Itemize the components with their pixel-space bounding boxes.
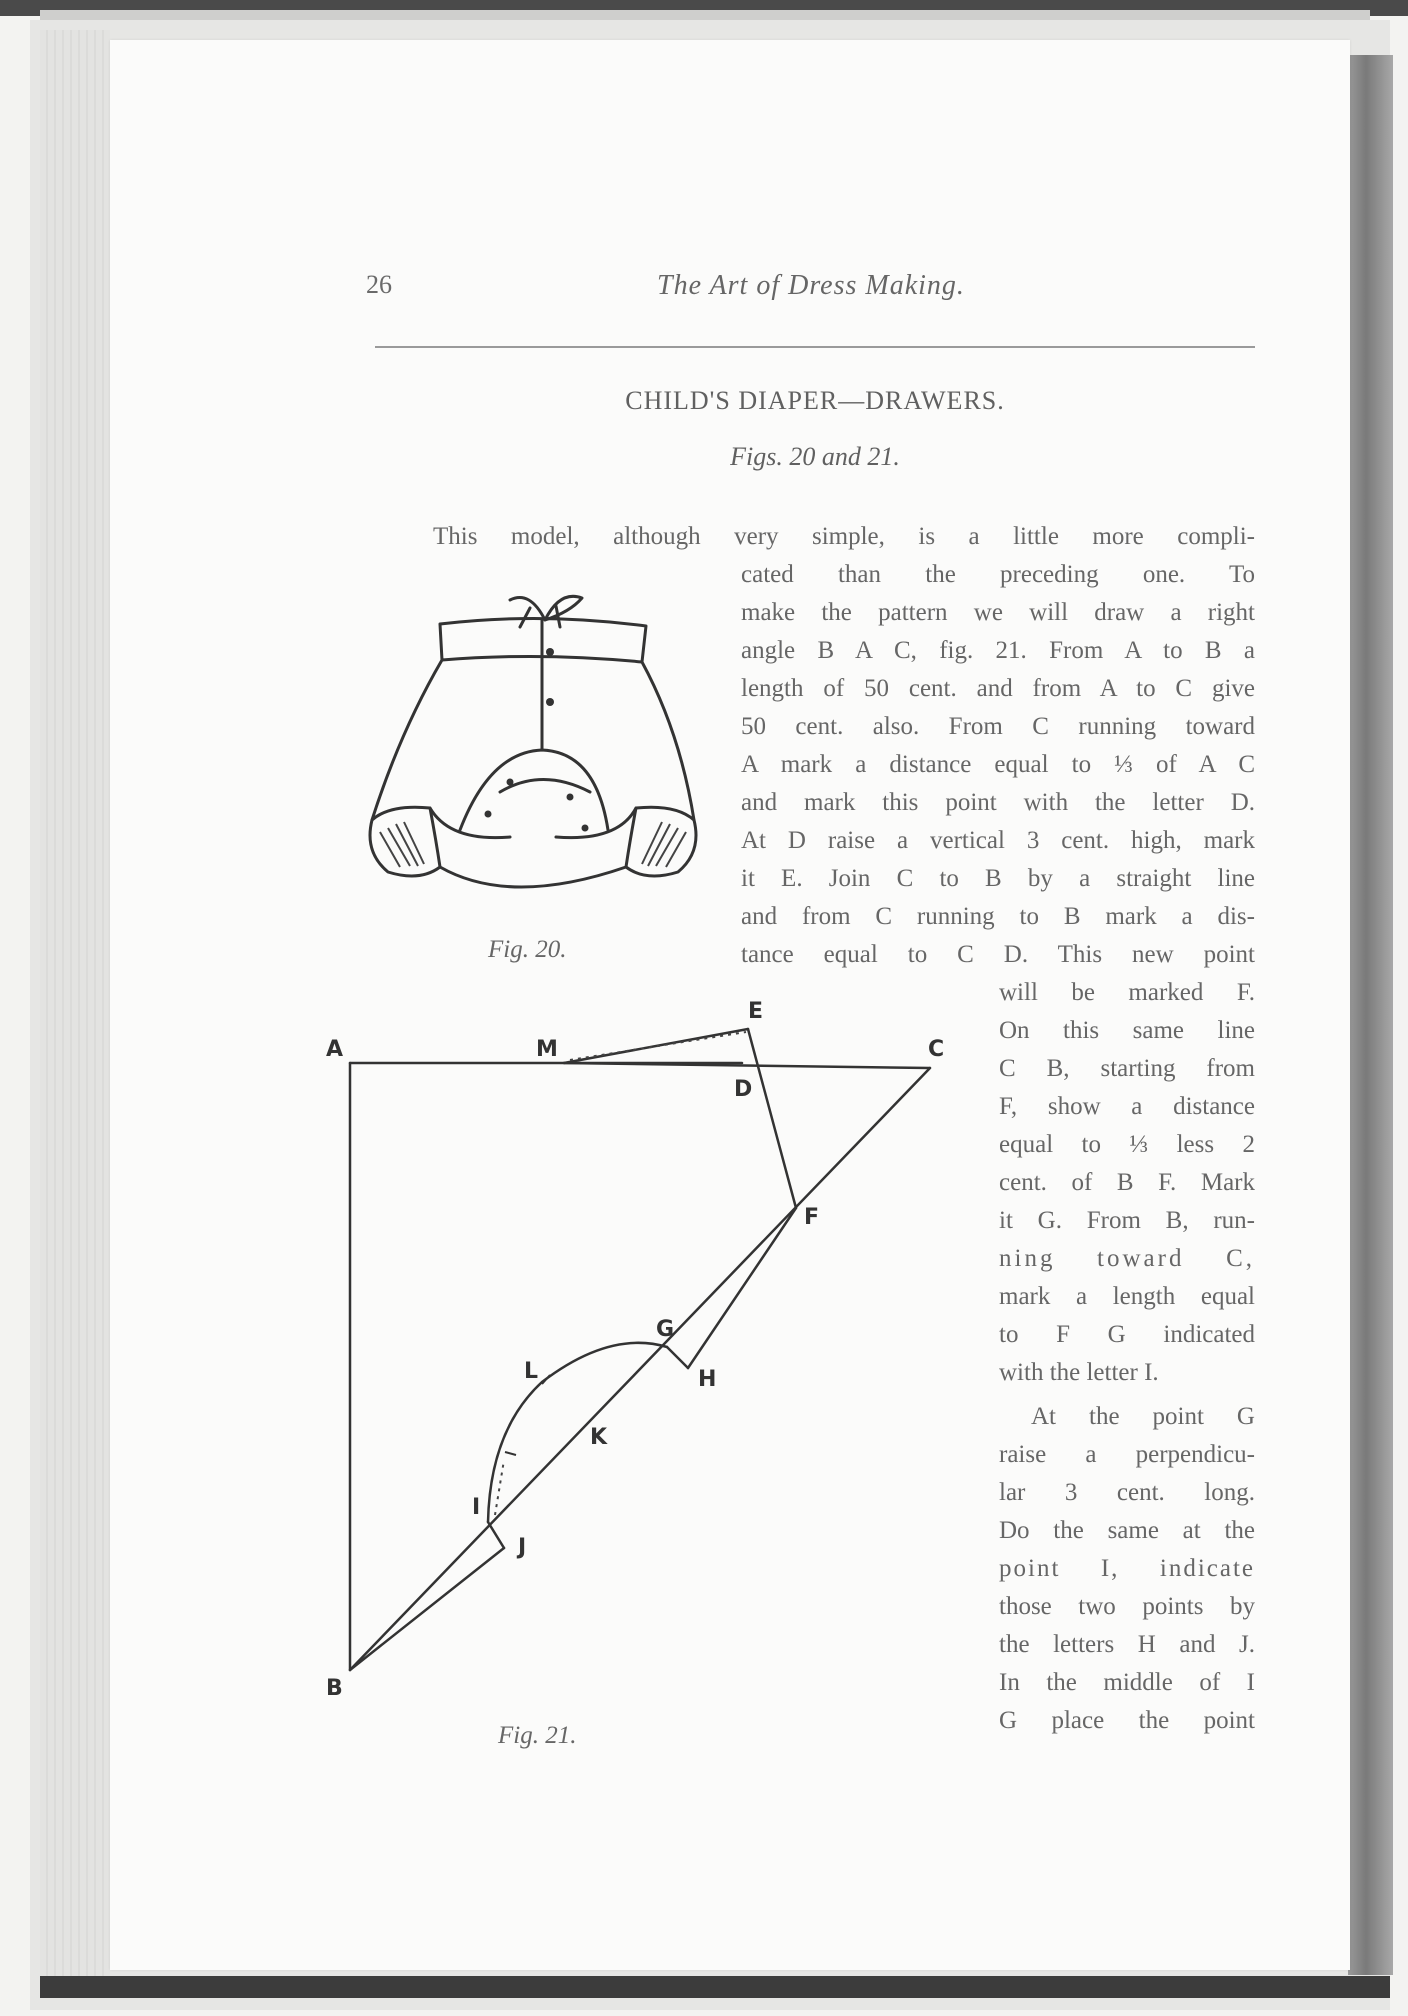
text-line: This model, although very simple, is a little more compli-	[433, 523, 1255, 550]
line-ij	[488, 1522, 504, 1548]
text-line: cent. of B F. Mark	[999, 1169, 1255, 1196]
line-ef	[748, 1029, 796, 1208]
text-line: those two points by	[999, 1593, 1255, 1620]
line-gh	[667, 1347, 688, 1368]
section-subtitle: Figs. 20 and 21.	[730, 442, 900, 471]
text-line: Do the same at the	[999, 1517, 1255, 1544]
page-number: 26	[366, 270, 392, 299]
point-label-d: D	[734, 1077, 753, 1102]
point-label-g: G	[656, 1317, 675, 1342]
fig20-drawers-illustration	[360, 582, 706, 914]
text-line: ning toward C,	[999, 1245, 1255, 1272]
text-line: cated than the preceding one. To	[741, 561, 1255, 588]
text-line: tance equal to C D. This new point	[741, 941, 1255, 968]
text-line: lar 3 cent. long.	[999, 1479, 1255, 1506]
line-fh	[688, 1208, 796, 1368]
fig21-caption: Fig. 21.	[498, 1722, 577, 1749]
running-title: The Art of Dress Making.	[657, 270, 965, 301]
point-label-f: F	[804, 1205, 820, 1230]
text-line: it G. From B, run-	[999, 1207, 1255, 1234]
point-label-c: C	[928, 1037, 945, 1062]
text-line: equal to ⅓ less 2	[999, 1131, 1255, 1158]
text-line: 50 cent. also. From C running toward	[741, 713, 1255, 740]
section-title: CHILD'S DIAPER—DRAWERS.	[625, 386, 1005, 415]
header-rule	[375, 346, 1255, 348]
text-line: angle B A C, fig. 21. From A to B a	[741, 637, 1255, 664]
text-line: mark a length equal	[999, 1283, 1255, 1310]
line-jb	[350, 1548, 504, 1670]
text-line: with the letter I.	[999, 1359, 1159, 1386]
point-label-l: L	[524, 1359, 539, 1384]
running-head	[366, 270, 1256, 310]
point-label-i: I	[472, 1495, 481, 1520]
book-right-edge	[1348, 55, 1393, 1975]
text-line: point I, indicate	[999, 1555, 1255, 1582]
page-stack-left-edges	[40, 30, 110, 1990]
text-line: and from C running to B mark a dis-	[741, 903, 1255, 930]
point-label-k: K	[590, 1425, 608, 1450]
text-line: the letters H and J.	[999, 1631, 1255, 1658]
text-line: and mark this point with the letter D.	[741, 789, 1255, 816]
text-line: it E. Join C to B by a straight line	[741, 865, 1255, 892]
fig21-pattern-diagram	[320, 990, 960, 1710]
text-line: A mark a distance equal to ⅓ of A C	[741, 751, 1255, 778]
point-label-h: H	[698, 1367, 717, 1392]
text-line: G place the point	[999, 1707, 1255, 1734]
point-label-a: A	[326, 1037, 344, 1062]
fig20-caption: Fig. 20.	[488, 936, 567, 963]
point-label-j: J	[518, 1535, 527, 1560]
line-mc	[564, 1063, 930, 1068]
book-bottom-edge	[40, 1976, 1390, 1998]
text-line: to F G indicated	[999, 1321, 1255, 1348]
point-label-e: E	[748, 999, 764, 1024]
line-me	[564, 1029, 748, 1063]
text-line: length of 50 cent. and from A to C give	[741, 675, 1255, 702]
text-line: F, show a distance	[999, 1093, 1255, 1120]
text-line: will be marked F.	[999, 979, 1255, 1006]
text-line: On this same line	[999, 1017, 1255, 1044]
text-line: At D raise a vertical 3 cent. high, mark	[741, 827, 1255, 854]
text-line: make the pattern we will draw a right	[741, 599, 1255, 626]
text-line: raise a perpendicu-	[999, 1441, 1255, 1468]
line-cb	[350, 1068, 930, 1670]
point-label-b: B	[326, 1676, 343, 1701]
text-line: C B, starting from	[999, 1055, 1255, 1082]
text-line: At the point G	[1031, 1403, 1255, 1430]
point-label-m: M	[536, 1037, 558, 1062]
text-line: In the middle of I	[999, 1669, 1255, 1696]
